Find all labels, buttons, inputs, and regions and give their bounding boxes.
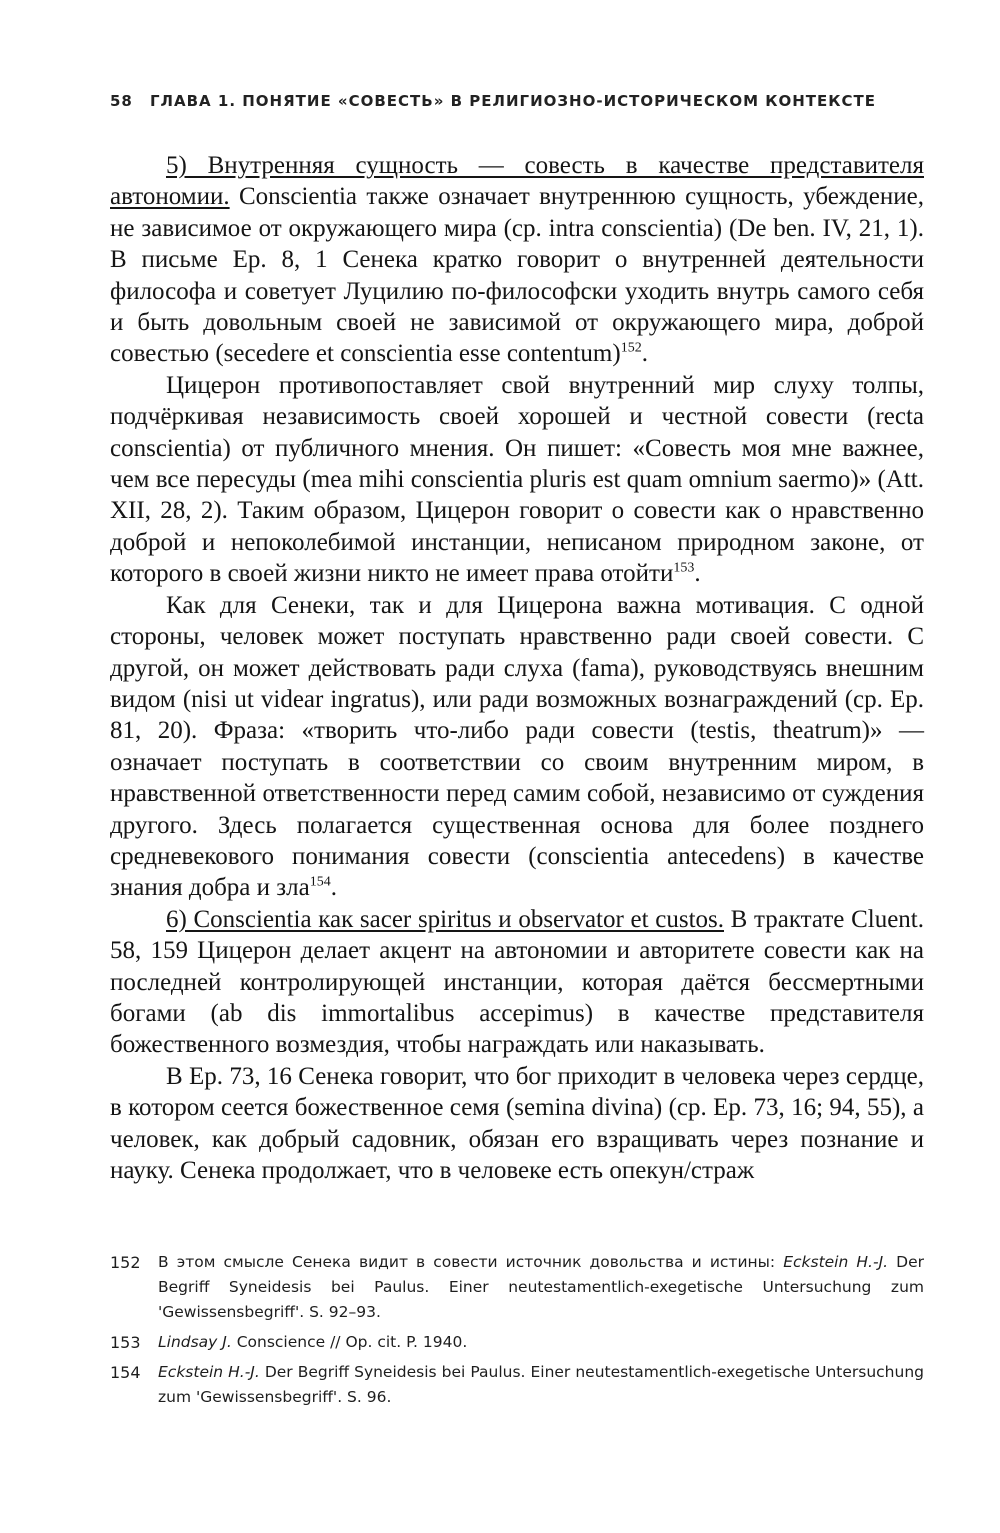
- footnote-rest: Conscience // Op. cit. P. 1940.: [231, 1333, 468, 1351]
- footnote-author: Lindsay J.: [158, 1333, 232, 1351]
- footnote: [110, 1250, 924, 1325]
- footnote: [110, 1330, 924, 1355]
- footnote-rest: Der Begriff Syneidesis bei Paulus. Einer neutestamentlich-exegetische Untersuchung zum 'Gewissensbegriff'. S. 92–93.: [158, 1253, 924, 1321]
- paragraph-text: Цицерон противопоставляет свой внутренний мир слуху толпы, подчёркивая независимость своей хорошей и честной совести (recta conscientia) от публичного мнения. Он пишет: «Совесть моя мне важнее, чем все пересуды (mea mihi conscientia pluris est quam omnium saermo)» (Att. XII, 28, 2). Таким образом, Цицерон говорит о совести как о нравственно доброй и непоколебимой инстанции, неписаном природном законе, от которого в своей жизни никто не имеет права отойти: [110, 371, 924, 588]
- paragraph-text: Как для Сенеки, так и для Цицерона важна мотивация. С одной стороны, человек может поступать нравственно ради своей совести. С другой, он может действовать ради слуха (fama), руководствуясь внешним видом (nisi ut videar ingratus), или ради возможных вознаграждений (ср. Ep. 81, 20). Фраза: «творить что-либо ради совести (testis, theatrum)» — означает поступать в соответствии со своим внутренним миром, в нравственной ответственности перед самим собой, независимо от суждения другого. Здесь полагается существенная основа для более позднего средневекового понимания совести (conscientia antecedens) в качестве знания добра и зла: [110, 591, 924, 902]
- paragraph-text: Conscientia также означает внутреннюю сущность, убеждение, не зависимое от окружающего мира (ср. intra conscientia) (De ben. IV, 21, 1). В письме Ep. 8, 1 Сенека кратко говорит о внутренней деятельности философа и советует Луцилию по-философски уходить внутрь самого себя и быть довольным своей не зависимой от окружающего мира, доброй совестью (secedere et conscientia esse contentum): [110, 183, 924, 368]
- section-heading: 6) Conscientia как sacer spiritus и observator et custos.: [166, 905, 724, 933]
- footnote-ref[interactable]: 152: [620, 341, 642, 357]
- footnote: [110, 1360, 924, 1410]
- section-heading: 5) Внутренняя сущность — совесть в качестве представителя автономии.: [110, 152, 924, 211]
- paragraph-tail: .: [641, 340, 648, 368]
- paragraph: [110, 590, 924, 904]
- footnote-number: 154: [110, 1363, 141, 1382]
- footnote-author: Eckstein H.-J.: [158, 1363, 260, 1381]
- running-header: [110, 92, 930, 110]
- paragraph-tail: .: [694, 560, 701, 588]
- paragraph: [110, 904, 924, 1061]
- running-title: ГЛАВА 1. ПОНЯТИЕ «СОВЕСТЬ» В РЕЛИГИОЗНО-ИСТОРИЧЕСКОМ КОНТЕКСТЕ: [150, 92, 877, 110]
- footnote-ref[interactable]: 153: [673, 560, 695, 576]
- footnote-number: 153: [110, 1333, 141, 1352]
- paragraph: [110, 370, 924, 590]
- paragraph: [110, 150, 924, 370]
- footnote-pre: В этом смысле Сенека видит в совести источник довольства и истины:: [158, 1253, 784, 1271]
- footnote-number: 152: [110, 1253, 141, 1272]
- page-number: 58: [110, 92, 133, 110]
- paragraph-text: В трактате Cluent. 58, 159 Цицерон делает акцент на автономии и авторитете совести как на последней контролирующей инстанции, которая даётся бессмертными богами (ab dis immortalibus accepimus) в качестве представителя божественного возмездия, чтобы награждать или наказывать.: [110, 905, 924, 1059]
- footnote-text: [158, 1330, 924, 1355]
- footnote-text: [158, 1360, 924, 1410]
- footnotes: [110, 1250, 924, 1415]
- footnote-text: [158, 1250, 924, 1325]
- paragraph-text: В Ep. 73, 16 Сенека говорит, что бог приходит в человека через сердце, в котором сеется божественное семя (semina divina) (ср. Ep. 73, 16; 94, 55), а человек, как добрый садовник, обязан его взращивать через познание и науку. Сенека продолжает, что в человеке есть опекун/страж: [110, 1062, 924, 1184]
- paragraph-tail: .: [330, 874, 337, 902]
- footnote-rest: Der Begriff Syneidesis bei Paulus. Einer neutestamentlich-exegetische Untersuchung zum 'Gewissensbegriff'. S. 96.: [158, 1363, 924, 1406]
- paragraph: [110, 1061, 924, 1187]
- footnote-ref[interactable]: 154: [309, 875, 331, 891]
- footnote-author: Eckstein H.-J.: [783, 1253, 889, 1271]
- main-text: [110, 150, 924, 1186]
